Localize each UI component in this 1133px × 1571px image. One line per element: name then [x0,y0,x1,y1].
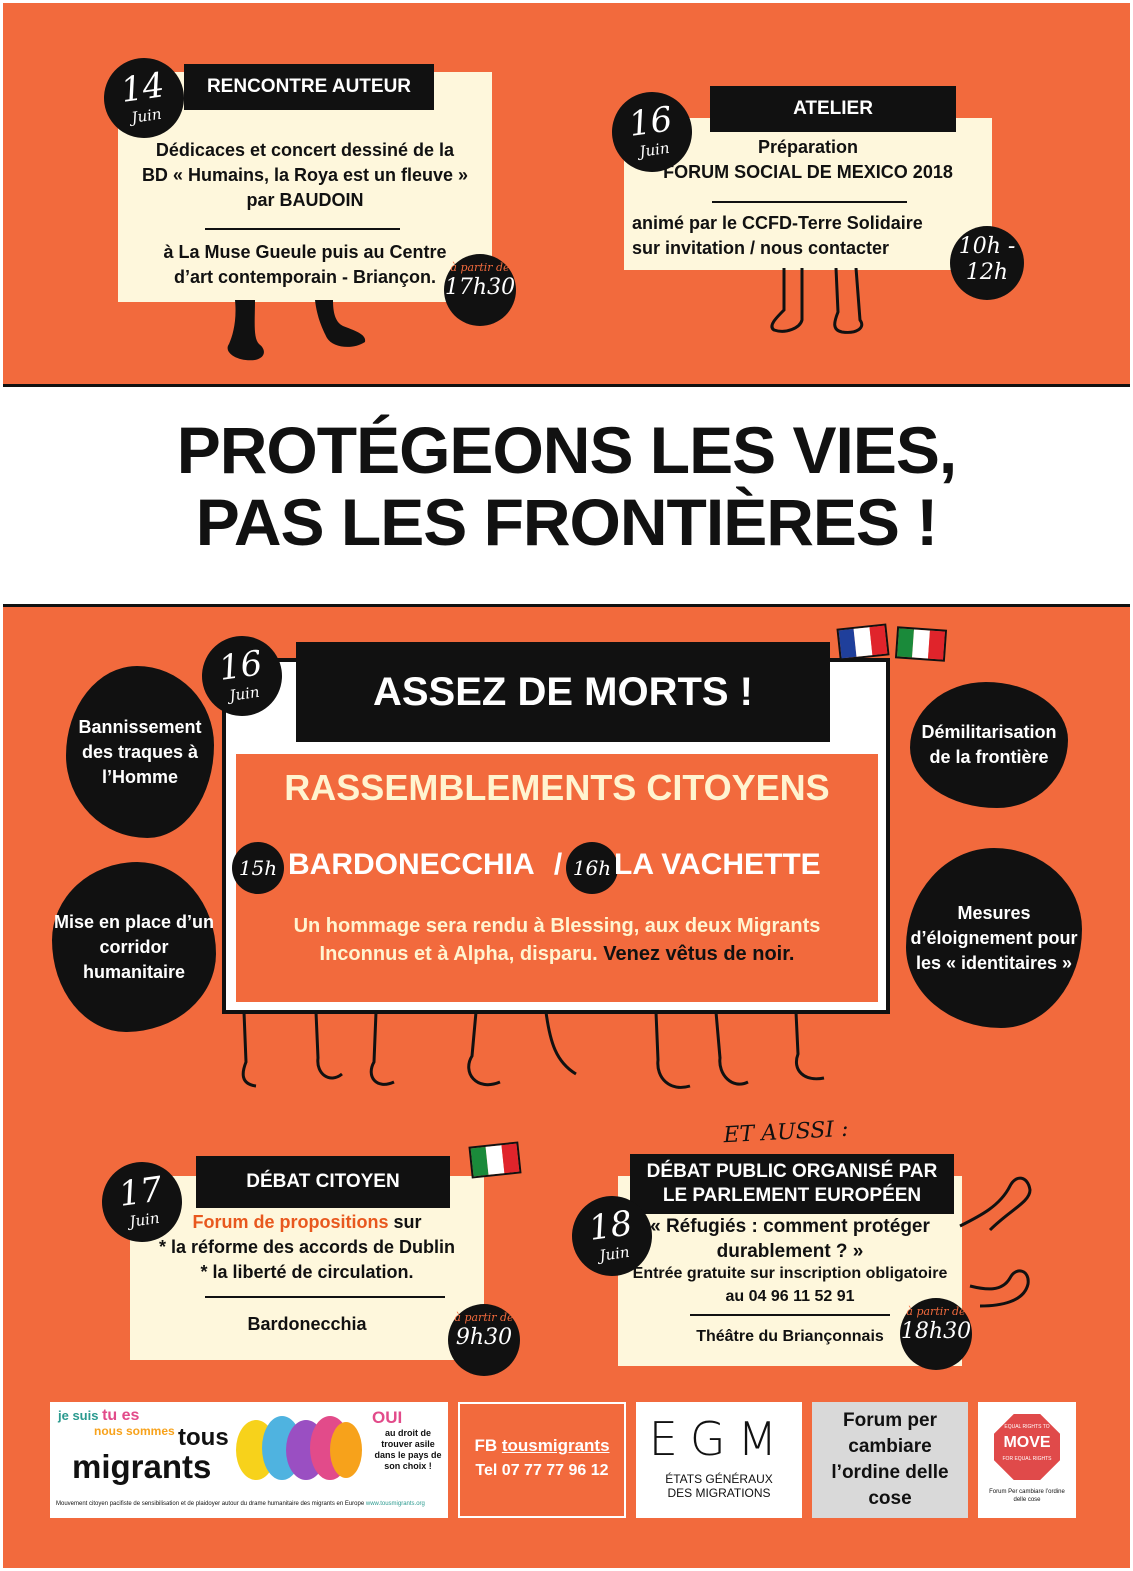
contact-box [458,1402,626,1518]
move-word: MOVE [1003,1434,1051,1451]
desc-line: BD « Humains, la Roya est un fleuve » [141,165,469,185]
tribute-part-1: Un hommage sera rendu à Blessing, aux deux Migrants Inconnus et à Alpha, disparu. [293,915,821,965]
atelier-title [624,135,992,185]
title-line: « Réfugiés : comment protéger [650,1216,930,1237]
time-value: 16h [572,856,612,880]
time-start: 10h - [958,234,1016,259]
logo-text: OUI [372,1408,403,1427]
fb-prefix: FB [474,1436,502,1455]
date-day: 18 [586,1203,635,1249]
time-value: 9h30 [455,1325,513,1350]
info-line: au 04 96 11 52 91 [725,1288,855,1305]
time-value: 18h30 [900,1319,972,1344]
desc-word: sur [388,1212,422,1232]
facebook-contact [460,1436,624,1456]
move-bottom-text: FOR EQUAL RIGHTS [1002,1456,1052,1462]
debat-public-place: Théâtre du Briançonnais [696,1328,884,1345]
walking-legs-illustration [215,300,375,370]
place-line: à La Muse Gueule puis au Centre [163,242,447,262]
headline-line-1: PROTÉGEONS LES VIES, [176,413,957,487]
event-tag-rencontre-auteur: RENCONTRE AUTEUR [184,64,434,110]
top-divider [3,384,1130,387]
logo-small-text: Mouvement citoyen pacifiste de sensibilisation et de plaidoyer autour du drame humanitaire des migrants en Europe [56,1501,365,1507]
france-flag-icon [836,623,889,660]
separator-line [712,201,907,203]
logo-text: tous [178,1424,229,1451]
egm-logo: EGM [648,1412,790,1466]
place-separator: / [553,848,563,881]
separator-line [205,1296,445,1298]
walking-legs-illustration [950,1166,1040,1366]
debat-citoyen-description [130,1210,484,1285]
faces-silhouettes-icon [234,1410,364,1490]
facebook-link[interactable]: tousmigrants [501,1436,610,1455]
date-month: Juin [638,138,671,161]
title-line: Préparation [757,137,859,157]
logo-text: nous sommes [94,1424,175,1438]
title-line: durablement ? » [716,1241,864,1262]
debat-citoyen-place: Bardonecchia [247,1314,367,1334]
desc-line: sur invitation / nous contacter [632,238,890,258]
demand-corridor-humanitaire: Mise en place d’un corridor humanitaire [52,862,216,1032]
desc-line: animé par le CCFD-Terre Solidaire [632,213,923,233]
logo-text: je suis [58,1408,99,1423]
date-day: 16 [216,643,265,689]
logo-text: tu es [102,1407,140,1424]
event-place [118,240,492,290]
time-prefix: à partir de [450,261,510,274]
egm-line: DES MIGRATIONS [667,1486,771,1500]
demand-demilitarisation: Démilitarisation de la frontière [910,682,1068,808]
time-badge-15h [232,842,284,894]
move-caption: Forum Per cambiare l’ordine delle cose [989,1489,1065,1503]
logo-text: migrants [72,1448,212,1485]
desc-line: * la réforme des accords de Dublin [158,1237,456,1257]
time-prefix: à partir de [454,1311,514,1324]
forum-text: Forum per cambiare l’ordine delle cose [831,1410,949,1509]
tousmigrants-logo-box [50,1402,448,1518]
date-day: 16 [626,99,675,145]
move-logo-box [978,1402,1076,1518]
time-badge-june14 [444,254,516,326]
demand-mesures-eloignement: Mesures d’éloignement pour les « identitaires » [906,848,1082,1028]
date-month: Juin [598,1242,631,1265]
atelier-description [624,211,964,261]
desc-line: * la liberté de circulation. [200,1262,414,1282]
forum-propositions: Forum de propositions [192,1212,389,1232]
debat-public-title [618,1214,962,1264]
tag-line: LE PARLEMENT EUROPÉEN [662,1185,922,1206]
event-tag-debat-public [630,1154,954,1214]
time-end: 12h [965,260,1009,285]
italy-flag-icon [468,1141,521,1178]
place-line: d’art contemporain - Briançon. [173,267,437,287]
time-badge-june16-atelier [950,226,1024,300]
desc-line: par BAUDOIN [246,190,364,210]
place-la-vachette: LA VACHETTE [614,848,821,881]
forum-box [812,1402,968,1518]
logo-text: au droit de trouver asile dans le pays de son choix ! [374,1428,442,1471]
et-aussi-label: ET AUSSI : [722,1116,850,1149]
separator-line [205,228,400,230]
event-tag-debat-citoyen: DÉBAT CITOYEN [196,1156,450,1208]
move-top-text: EQUAL RIGHTS TO [1004,1424,1050,1430]
time-value: 15h [238,856,278,880]
tribute-part-2: Venez vêtus de noir. [603,943,795,965]
logo-url: www.tousmigrants.org [365,1501,425,1507]
date-month: Juin [130,104,163,127]
desc-line: Dédicaces et concert dessiné de la [155,140,455,160]
event-tag-atelier: ATELIER [710,86,956,132]
info-line: Entrée gratuite sur inscription obligatoire [632,1265,948,1282]
desc-line [130,1210,484,1235]
walking-legs-illustration [226,1012,886,1102]
debat-public-info [618,1262,962,1308]
tag-line: DÉBAT PUBLIC ORGANISÉ PAR [646,1161,938,1182]
date-month: Juin [128,1208,161,1231]
rassemblements-title: RASSEMBLEMENTS CITOYENS [284,767,830,808]
place-bardonecchia: BARDONECCHIA [288,848,535,881]
time-badge-16h [566,842,618,894]
italy-flag-icon [895,626,947,661]
time-badge-june17 [448,1304,520,1376]
date-day: 14 [118,65,167,111]
demand-bannissement: Bannissement des traques à l’Homme [66,666,214,838]
event-description [118,138,492,213]
time-value: 17h30 [444,275,516,300]
phone-contact: Tel 07 77 77 96 12 [475,1462,609,1479]
title-line: FORUM SOCIAL DE MEXICO 2018 [663,162,953,182]
main-headline [0,414,1133,558]
egm-caption [636,1472,802,1500]
date-month: Juin [228,682,261,705]
separator-line [690,1314,890,1316]
date-day: 17 [116,1169,165,1215]
egm-line: ÉTATS GÉNÉRAUX [665,1472,773,1486]
walking-legs-illustration [762,268,872,338]
time-prefix: à partir de [906,1305,966,1318]
tribute-text [262,912,852,968]
assez-de-morts-banner: ASSEZ DE MORTS ! [296,642,830,742]
headline-line-2: PAS LES FRONTIÈRES ! [195,485,938,559]
egm-logo-box [636,1402,802,1518]
